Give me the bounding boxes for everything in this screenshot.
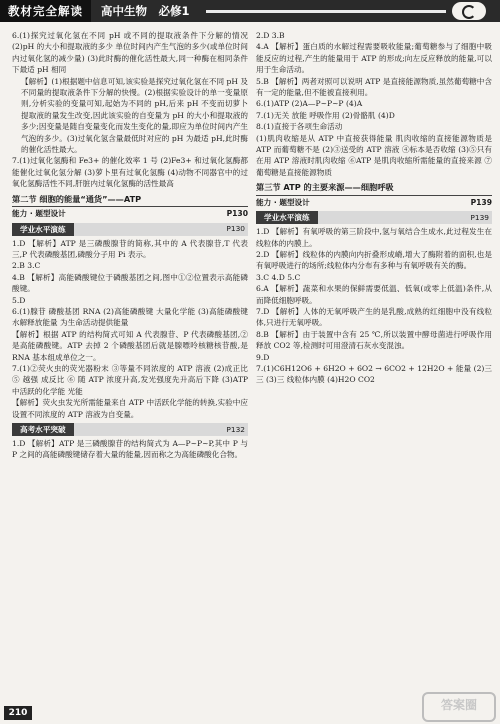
section-title: 第三节 ATP 的主要来源——细胞呼吸 — [256, 182, 492, 195]
book-title: 教材完全解读 — [0, 0, 91, 22]
answer-paragraph: 【解析】根据 ATP 的结构简式可知 A 代表腺苷、P 代表磷酸基团,②是高能磷酸键。ATP 去掉 2 个磷酸基团后就是腺嘌呤核糖核苷酸,是 RNA 基本组成单位之一。 — [12, 329, 248, 362]
section-title: 第二节 细胞的能量“通货”——ATP — [12, 194, 248, 207]
answer-paragraph: 2.D 【解析】线粒体的内膜向内折叠形成嵴,增大了酶附着的面积,也是有氧呼吸进行的场所;线粒体内分布有多种与有氧呼吸有关的酶。 — [256, 249, 492, 271]
answer-paragraph: 1.D 【解析】ATP 是三磷酸腺苷的结构简式为 A—P~P~P,其中 P 与 P 之间的高能磷酸键储存着大量的能量,因而称之为高能磷酸化合物。 — [12, 439, 248, 460]
answer-paragraph: 5.B 【解析】两者对照可以说明 ATP 是直接能源物质,虽然葡萄糖中含有一定的能量,但不能被直接利用。 — [256, 76, 492, 98]
answer-paragraph: 7.(1)过氧化氢酶和 Fe3+ 的催化效率 1 号 (2)Fe3+ 和过氧化氢酶都能催化过氧化氢分解 (3)萝卜里有过氧化氢酶 (4)动物不同器官中的过氧化氢酶活性不同,肝脏内过氧化氢酶的活性最高 — [12, 156, 248, 189]
answer-paragraph: 6.(1)探究过氧化氢在不同 pH 或不同的提取液条件下分解的情况 (2)pH 的大小和提取液的多少 单位时间内产生气泡的多少(或单位时间内过氧化氢的减少量) (3)此时酶的催化活性最大,同一种酶在相同条件下最适 pH 相同 — [12, 31, 248, 75]
page-number: 210 — [4, 706, 32, 720]
book-logo-icon — [452, 2, 486, 20]
answer-paragraph: 2.B 3.C — [12, 261, 41, 271]
right-column — [256, 30, 492, 386]
answer-paragraph: 2.D 3.B — [256, 31, 285, 40]
answer-paragraph: 6.(1)ATP (2)A—P~P~P (4)A — [256, 99, 363, 109]
practice-band: 高考水平突破 P132 — [12, 423, 248, 436]
answer-paragraph: 5.D — [12, 295, 26, 305]
answer-paragraph: 6.(1)腺苷 磷酸基团 RNA (2)高能磷酸键 大量化学能 (3)高能磷酸键水解释放能量 为生命活动提供能量 — [12, 306, 248, 328]
answer-paragraph: 【解析】荧火虫发光所需能量来自 ATP 中活跃化学能的转换,实验中应设置不同浓度的 ATP 溶液为自变量。 — [12, 398, 248, 419]
left-column — [12, 30, 248, 461]
practice-band: 学业水平演练 P130 — [12, 223, 248, 236]
answer-paragraph: 7.(1)②荧火虫的荧光器粉末 ③等量不同浓度的 ATP 溶液 (2)成正比 ⑤ 越强 成反比 ⑥ 随 ATP 浓度升高,发光强度先升高后下降 (3)ATP 中活跃的化学能 光能 — [12, 363, 248, 396]
answer-paragraph: 6.A 【解析】蔬菜和水果的保鲜需要低温、低氧(或零上低温)条件,从而降低细胞呼吸。 — [256, 284, 492, 305]
answer-paragraph: 7.(1)无关 放能 呼吸作用 (2)骨骼肌 (4)D — [256, 110, 395, 120]
answer-paragraph: 3.C 4.D 5.C — [256, 272, 301, 282]
watermark-logo: 答案圈 — [422, 692, 496, 722]
page-header — [0, 0, 500, 22]
section-subheading: 能力 · 题型设计 P130 — [12, 209, 248, 219]
header-rule — [206, 10, 446, 13]
section-subheading: 能力 · 题型设计 P139 — [256, 197, 492, 207]
answer-paragraph: 8.(1)直接于各项生命活动 — [256, 122, 343, 132]
answer-paragraph: 7.D 【解析】人体的无氧呼吸产生的是乳酸,成熟的红细胞中没有线粒体,只进行无氧呼吸。 — [256, 306, 492, 328]
subject-title: 高中生物 必修1 — [101, 4, 190, 18]
answer-paragraph: 1.D 【解析】有氧呼吸的第三阶段中,氢与氧结合生成水,此过程发生在线粒体的内膜上。 — [256, 227, 492, 248]
answer-paragraph: 7.(1)C6H12O6 + 6H2O + 6O2 → 6CO2 + 12H2O + 能量 (2)三 三 (3)三 线粒体内膜 (4)H2O CO2 — [256, 363, 492, 385]
answer-paragraph: 4.B 【解析】高能磷酸键位于磷酸基团之间,图中①②位置表示高能磷酸键。 — [12, 272, 248, 294]
answer-paragraph: 9.D — [256, 352, 270, 362]
answer-paragraph: (1)肌肉收缩是从 ATP 中直接获得能量 肌肉收缩的直接能源物质是 ATP 而葡萄糖不是 (2)③送受的 ATP 溶液 ④标本是否收缩 (3)⑤只有在用 ATP 溶液时肌肉收缩 ⑥ATP 是肌肉收缩所需能量的直接来源 ⑦葡萄糖是直接能源物质 — [256, 133, 492, 177]
practice-band: 学业水平演练 P139 — [256, 211, 492, 224]
answer-paragraph: 【解析】(1)根据题中信息可知,该实验是探究过氧化氢在不同 pH 及不同量的提取液条件下分解的快慢。(2)根据实验设计的单一变量原则,分析实验的变量可知,起始为不同的 pH,后来 pH 不变而切萝卜提取液的量发生改变,因此该实验的自变量为 pH 的大小和提取液的多少;因变量是随自变量变化而发生变化的量,即应为单位时间内产生气泡的多少。(3)过氧化氢含量最低时对应的 pH 为最适 pH,此时酶的催化活性最大。 — [21, 76, 248, 155]
answer-paragraph: 8.B 【解析】由于装置中含有 25 ℃,所以装置中酵母菌进行呼吸作用释放 CO2 等,检测时可用澄清石灰水变混浊。 — [256, 329, 492, 351]
answer-paragraph: 4.A 【解析】蛋白质的水解过程需要吸收能量;葡萄糖参与了细胞中吸能反应的过程,产生的能量用于 ATP 的形成;向左反应释放的能量,可以用于生命活动。 — [256, 42, 492, 75]
answer-paragraph: 1.D 【解析】ATP 是三磷酸腺苷的简称,其中的 A 代表腺苷,T 代表三,P 代表磷酸基团,磷酸分子用 Pi 表示。 — [12, 238, 248, 259]
